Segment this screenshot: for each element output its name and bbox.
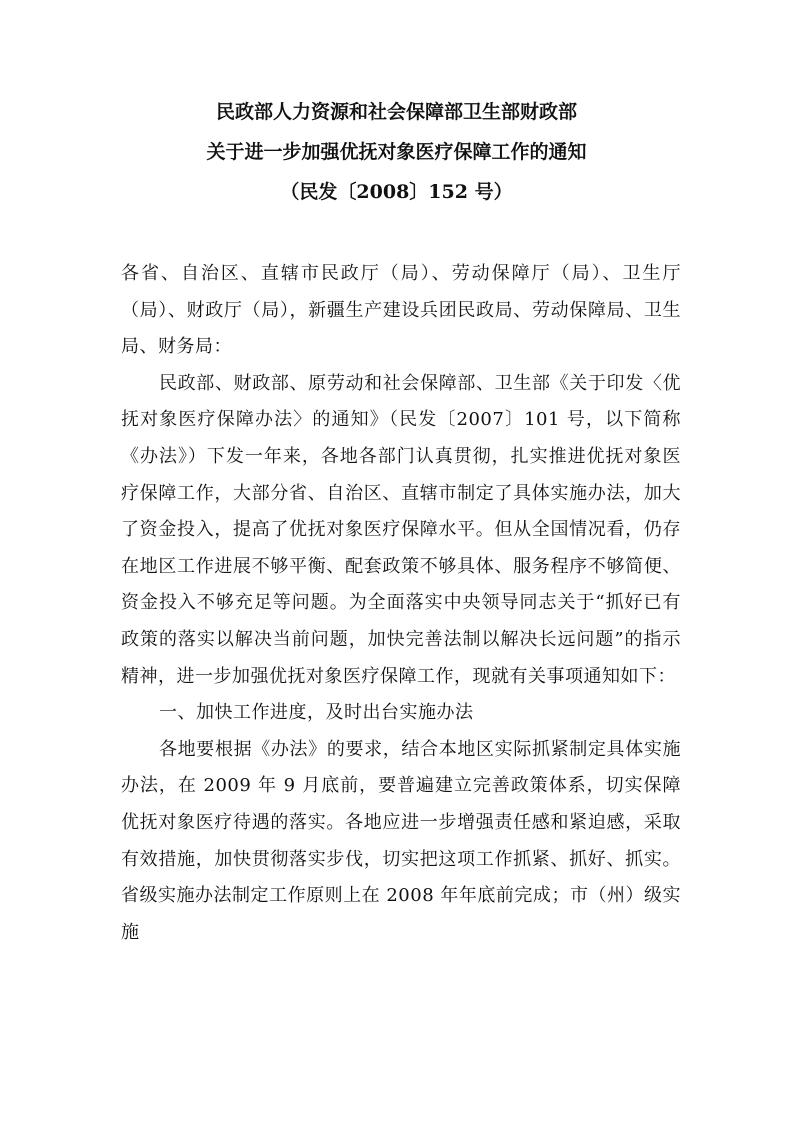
document-body (121, 256, 681, 951)
title-line-subject: 关于进一步加强优抚对象医疗保障工作的通知 (206, 141, 587, 163)
document-title (0, 92, 793, 212)
section-heading-1: 一、加快工作进度，及时出台实施办法 (159, 702, 474, 724)
paragraph-section-1: 各地要根据《办法》的要求，结合本地区实际抓紧制定具体实施办法，在 2009 年 9 月底前，要普遍建立完善政策体系，切实保障优抚对象医疗待遇的落实。各地应进一步增强责任感和紧迫感，采取有效措施，加快贯彻落实步伐，切实把这项工作抓紧、抓好、抓实。省级实施办法制定工作原则上在 2008 年年底前完成；市（州）级实施 (121, 738, 681, 943)
title-line-doc-number: （民发〔2008〕152 号） (280, 181, 513, 203)
paragraph-background: 民政部、财政部、原劳动和社会保障部、卫生部《关于印发〈优抚对象医疗保障办法〉的通知》（民发〔2007〕101 号，以下简称《办法》）下发一年来，各地各部门认真贯彻，扎实推进优抚对象医疗保障工作，大部分省、自治区、直辖市制定了具体实施办法，加大了资金投入，提高了优抚对象医疗保障水平。但从全国情况看，仍存在地区工作进展不够平衡、配套政策不够具体、服务程序不够简便、资金投入不够充足等问题。为全面落实中央领导同志关于“抓好已有政策的落实以解决当前问题，加快完善法制以解决长远问题”的指示精神，进一步加强优抚对象医疗保障工作，现就有关事项通知如下： (121, 372, 681, 687)
paragraph-addressees: 各省、自治区、直辖市民政厅（局）、劳动保障厅（局）、卫生厅（局）、财政厅（局），新疆生产建设兵团民政局、劳动保障局、卫生局、财务局： (121, 263, 681, 358)
title-line-issuers: 民政部人力资源和社会保障部卫生部财政部 (215, 101, 577, 123)
